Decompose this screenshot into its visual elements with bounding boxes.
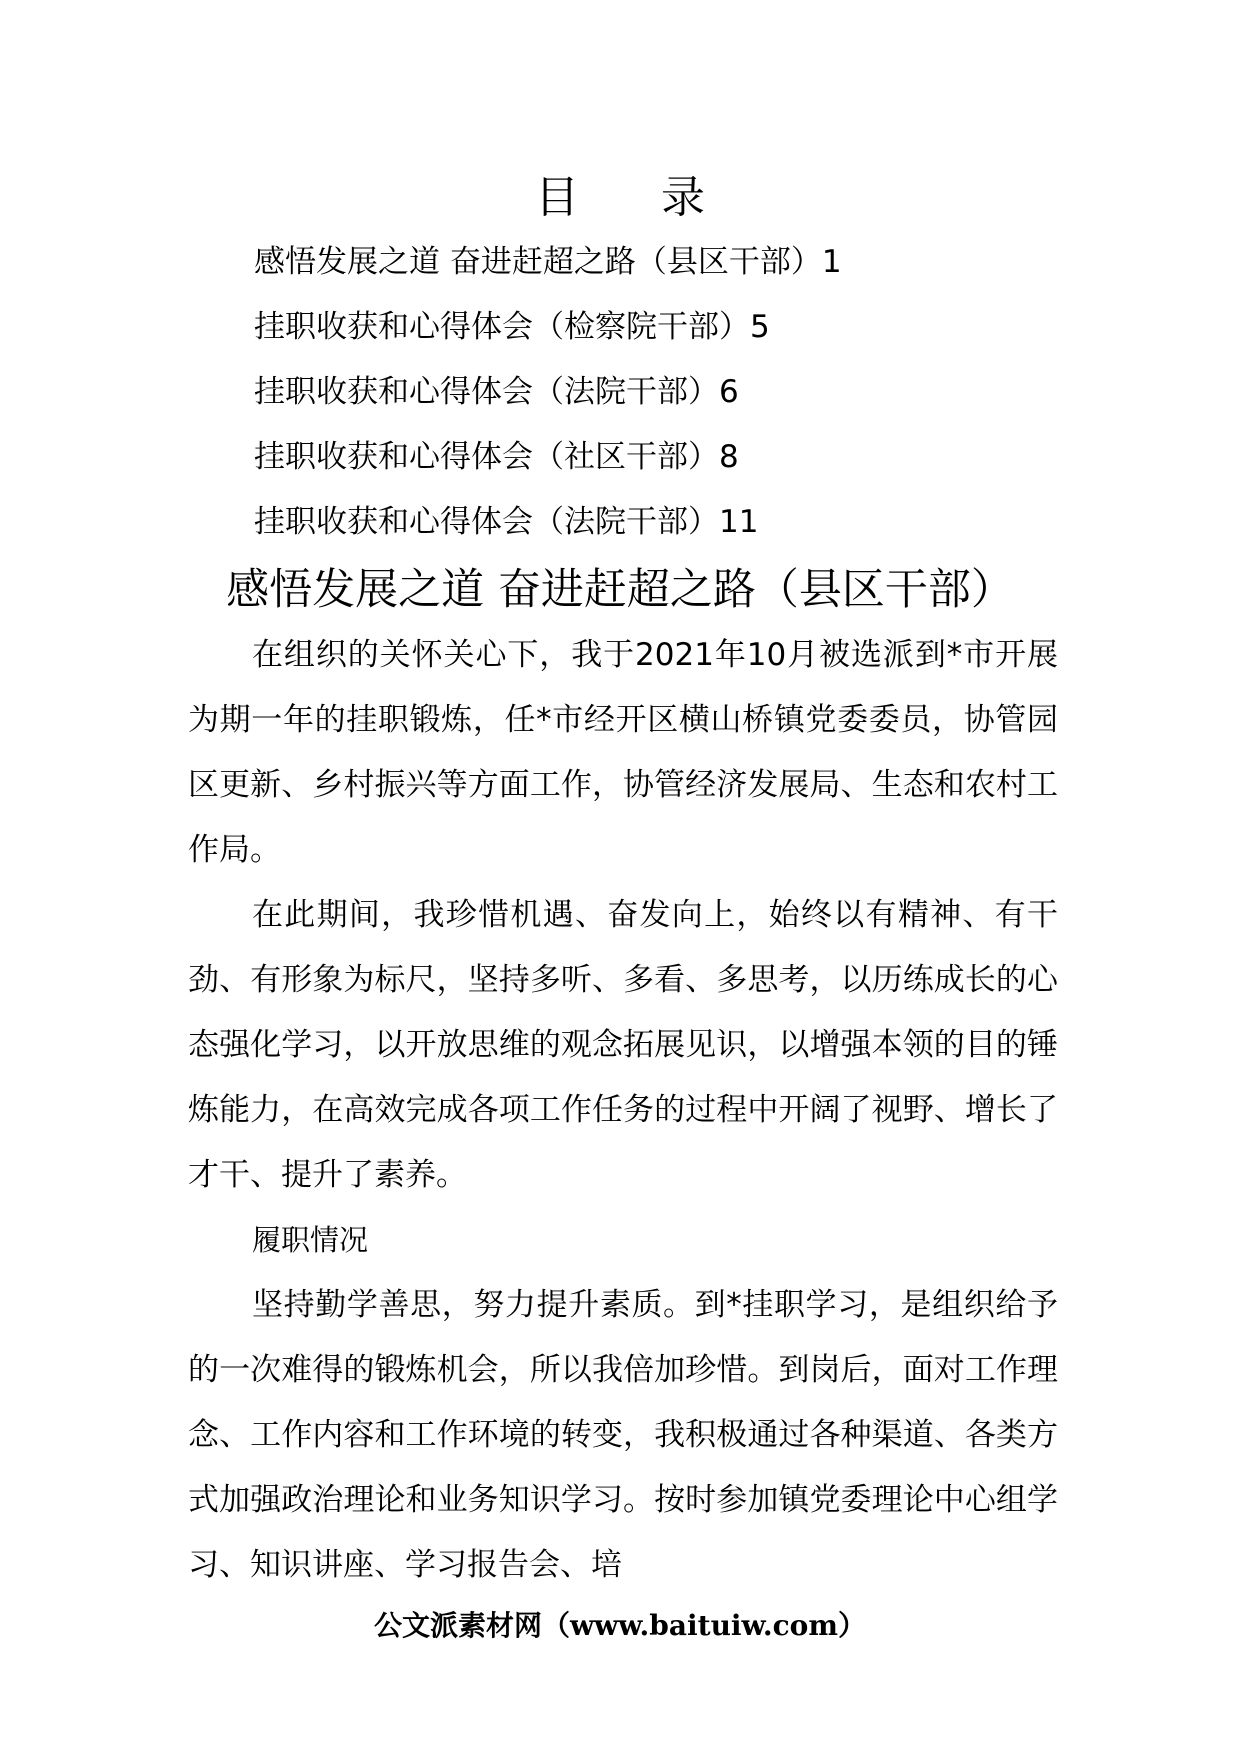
- toc-entry[interactable]: 感悟发展之道 奋进赶超之路（县区干部）1: [254, 244, 842, 280]
- paragraph: 坚持勤学善思，努力提升素质。到*挂职学习，是组织给予的一次难得的锻炼机会，所以我倍加珍惜。到岗后，面对工作理念、工作内容和工作环境的转变，我积极通过各种渠道、各类方式加强政治理论和业务知识学习。按时参加镇党委理论中心组学习、知识讲座、学习报告会、培: [188, 1287, 1058, 1583]
- section-heading: 履职情况: [252, 1223, 369, 1257]
- toc-entry[interactable]: 挂职收获和心得体会（法院干部）6: [254, 374, 739, 410]
- toc-title: 目 录: [535, 172, 739, 223]
- table-of-contents: [254, 236, 842, 561]
- paragraph: 在组织的关怀关心下，我于2021年10月被选派到*市开展为期一年的挂职锻炼，任*市经开区横山桥镇党委委员，协管园区更新、乡村振兴等方面工作，协管经济发展局、生态和农村工作局。: [188, 637, 1058, 868]
- article-title: 感悟发展之道 奋进赶超之路（县区干部）: [226, 565, 1014, 615]
- footer-watermark: 公文派素材网（www.baituiw.com）: [374, 1609, 866, 1642]
- toc-entry[interactable]: 挂职收获和心得体会（法院干部）11: [254, 504, 759, 540]
- paragraph: 在此期间，我珍惜机遇、奋发向上，始终以有精神、有干劲、有形象为标尺，坚持多听、多看、多思考，以历练成长的心态强化学习，以开放思维的观念拓展见识，以增强本领的目的锤炼能力，在高效完成各项工作任务的过程中开阔了视野、增长了才干、提升了素养。: [188, 897, 1058, 1193]
- toc-entry[interactable]: 挂职收获和心得体会（社区干部）8: [254, 439, 739, 475]
- toc-entry[interactable]: 挂职收获和心得体会（检察院干部）5: [254, 309, 770, 345]
- article-body: [188, 623, 1058, 1598]
